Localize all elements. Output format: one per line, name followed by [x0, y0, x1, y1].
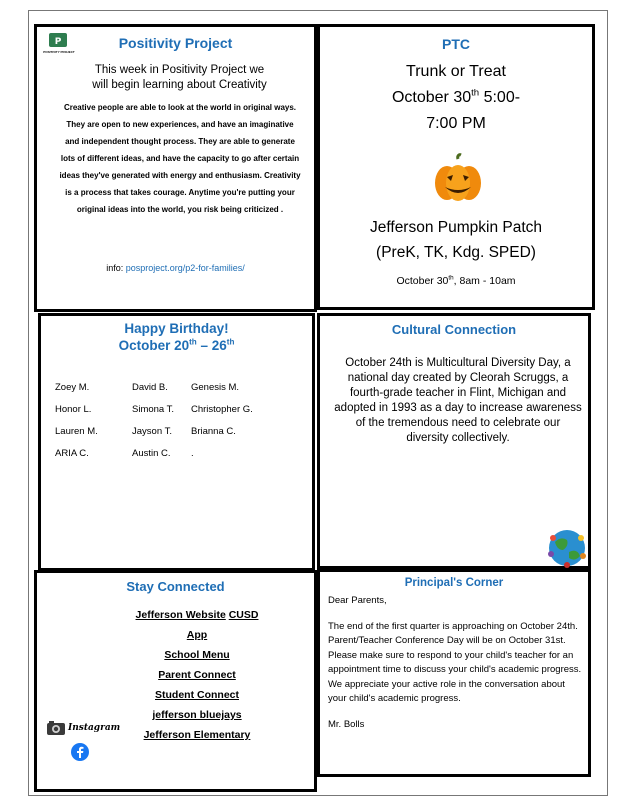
event1-date-sup: th: [471, 87, 480, 99]
social-icons: [47, 721, 120, 766]
pumpkin-patch-event: [320, 215, 592, 265]
birthday-row: [55, 398, 315, 420]
positivity-intro: [67, 63, 292, 93]
cultural-description: October 24th is Multicultural Diversity Day, a national day created by Cleorah Scruggs, a fourth-grade teacher in Flint, Michigan and adopted in 1993 as a day to increase awareness of the tremendous need to celebrate our diversity collectively.: [334, 357, 582, 444]
facebook-page-link[interactable]: Jefferson Elementary: [143, 729, 251, 741]
event1-time-end: 7:00 PM: [426, 115, 486, 132]
event2-date-sup: th: [448, 274, 454, 282]
app-link[interactable]: App: [186, 629, 208, 641]
cultural-connection-section: [317, 313, 591, 569]
school-menu-link[interactable]: School Menu: [164, 649, 230, 661]
range-start: October 20: [118, 338, 190, 353]
birthday-row: [55, 376, 315, 398]
svg-text:P: P: [54, 37, 62, 47]
birthday-name: Brianna C.: [191, 425, 236, 437]
positivity-info-link[interactable]: posproject.org/p2-for-families/: [125, 263, 245, 273]
link-row-app: [97, 625, 297, 645]
birthday-name: Zoey M.: [55, 381, 90, 393]
birthday-name: Christopher G.: [191, 403, 253, 415]
event2-grades: (PreK, TK, Kdg. SPED): [376, 244, 536, 261]
link-row-instagram: [97, 705, 297, 725]
cusd-link[interactable]: CUSD: [228, 609, 259, 621]
letter-greeting: Dear Parents,: [328, 595, 387, 606]
intro-line-2: will begin learning about Creativity: [92, 79, 267, 91]
diversity-globe-icon: [547, 528, 587, 568]
positivity-info: [37, 263, 314, 273]
positivity-title: Positivity Project: [118, 35, 233, 51]
range-start-sup: th: [189, 337, 197, 347]
event2-date-text: October 30: [396, 275, 449, 287]
event2-date-time: , 8am - 10am: [453, 275, 516, 287]
positivity-project-section: [34, 24, 317, 312]
info-label: info:: [106, 263, 124, 273]
positivity-logo-text: POSITIVITY PROJECT: [43, 50, 75, 54]
creativity-description: Creative people are able to look at the world in original ways. They are open to new experiences, and have an imaginative and independent thought process. They are able to generate lots of different ideas, and have the capacity to go after certain ideas they've generated with energy and enthusiasm. Creativity is a process that takes courage. Anytime you're putting your original ideas into the world, you risk being criticized .: [59, 103, 301, 214]
stay-connected-section: [34, 570, 317, 792]
principal-letter: [328, 594, 586, 743]
event1-date: [320, 85, 592, 111]
birthday-range: [41, 337, 312, 354]
cultural-title: Cultural Connection: [391, 322, 517, 337]
link-row-facebook: [97, 725, 297, 745]
birthday-name: Honor L.: [55, 403, 92, 415]
link-row-student: [97, 685, 297, 705]
link-row-parent: [97, 665, 297, 685]
ptc-title: PTC: [442, 36, 470, 52]
stay-connected-title: Stay Connected: [126, 579, 225, 594]
principal-title: Principal's Corner: [404, 577, 504, 589]
birthday-section: [38, 313, 315, 571]
birthday-name: Lauren M.: [55, 425, 98, 437]
principals-corner-section: [317, 569, 591, 777]
camera-icon[interactable]: [47, 721, 65, 735]
link-row-menu: [97, 645, 297, 665]
range-end-sup: th: [226, 337, 235, 347]
birthday-row: [55, 420, 315, 442]
letter-body: The end of the first quarter is approaching on October 24th. Parent/Teacher Conference Day will be on October 31st. Please make sure to respond to your child's teacher for an appointment time to discuss your child's academic progress. We appreciate your active role in the conversation about your child's academic progress.: [328, 620, 582, 704]
connect-links: [97, 605, 297, 745]
pumpkin-icon: [432, 153, 484, 205]
trunk-or-treat-event: [320, 59, 592, 137]
ptc-section: [317, 24, 595, 310]
student-connect-link[interactable]: Student Connect: [155, 689, 239, 701]
birthday-title: [41, 320, 312, 354]
birthday-name: .: [191, 447, 194, 459]
link-row-website: [97, 605, 297, 625]
birthday-name: David B.: [132, 381, 168, 393]
letter-signature: Mr. Bolls: [328, 718, 365, 730]
intro-line-1: This week in Positivity Project we: [94, 64, 265, 76]
range-end: – 26: [196, 338, 227, 353]
birthday-names: [55, 376, 315, 464]
event1-name: Trunk or Treat: [406, 63, 506, 80]
birthday-name: Simona T.: [132, 403, 175, 415]
event2-date: [320, 275, 592, 287]
event1-date-text: October 30: [391, 89, 472, 106]
instagram-account-link[interactable]: jefferson bluejays: [152, 709, 242, 721]
birthday-row: [55, 442, 315, 464]
jefferson-website-link[interactable]: Jefferson Website: [135, 609, 226, 621]
event1-time-start: 5:00-: [479, 89, 521, 106]
birthday-name: Austin C.: [132, 447, 171, 459]
instagram-label: Instagram: [68, 723, 121, 733]
event2-name: Jefferson Pumpkin Patch: [369, 219, 543, 236]
birthday-name: Genesis M.: [191, 381, 240, 393]
birthday-name: ARIA C.: [55, 447, 89, 459]
instagram-row: [47, 721, 120, 735]
birthday-name: Jayson T.: [132, 425, 172, 437]
facebook-icon[interactable]: [71, 743, 89, 761]
parent-connect-link[interactable]: Parent Connect: [158, 669, 236, 681]
birthday-heading: Happy Birthday!: [124, 321, 229, 336]
